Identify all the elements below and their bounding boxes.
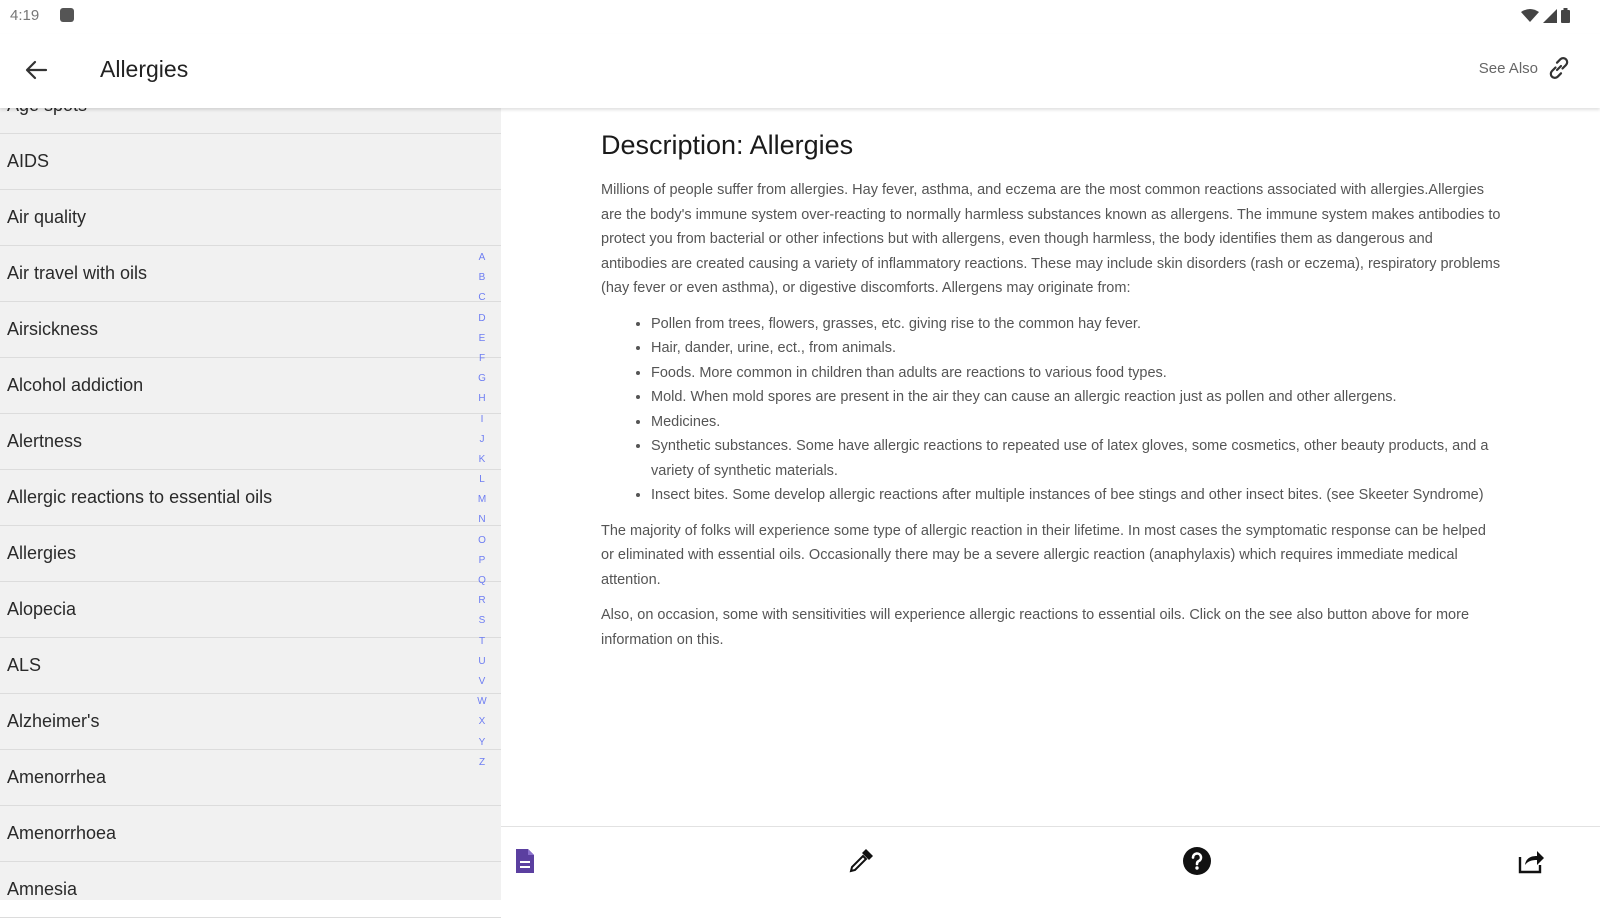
index-letter[interactable]: W [477,696,487,708]
help-icon [1182,846,1212,876]
page-title: Allergies [100,56,189,82]
index-letter[interactable]: Q [478,575,486,586]
help-button[interactable] [1179,843,1215,879]
description-title: Description: Allergies [601,130,854,160]
index-letter[interactable]: A [478,252,486,263]
battery-icon [1561,8,1570,23]
topic-item-amnesia[interactable]: Amnesia [0,862,501,918]
topic-item-alopecia[interactable]: Alopecia [0,582,501,638]
topic-list [0,78,501,918]
index-letter[interactable]: J [479,433,485,445]
document-button[interactable] [507,843,543,879]
topic-item-airsickness[interactable]: Airsickness [0,302,501,358]
see-also-button[interactable] [1479,55,1572,81]
topic-item-air-quality[interactable]: Air quality [0,190,501,246]
description-paragraph-3: Also, on occasion, some with sensitivities will experience allergic reactions to essential oils. Click on the see also button above for more information on this. [601,607,1470,648]
list-item: • Pollen from trees, flowers, grasses, etc. giving rise to the common hay fever. [651,312,1501,337]
index-letter[interactable]: L [479,474,485,486]
app-bar [0,34,1600,108]
index-letter[interactable]: V [478,675,486,687]
index-letter[interactable]: N [478,514,486,526]
topic-item-amenorrhoea[interactable]: Amenorrhoea [0,806,501,862]
index-letter[interactable]: M [477,494,487,506]
eyedropper-icon [846,846,876,876]
list-item: • Hair, dander, urine, ect., from animals. [651,336,1501,361]
index-letter[interactable]: G [478,373,486,385]
topic-item-air-travel-with-oils[interactable]: Air travel with oils [0,246,501,302]
index-letter[interactable]: Z [478,756,486,768]
index-letter[interactable]: U [478,655,486,667]
description-body [601,178,1501,663]
list-item: • Synthetic substances. Some have allergic reactions to repeated use of latex gloves, some cosmetics, other beauty products, and a variety of synthetic materials. [651,434,1501,483]
link-icon [1546,55,1572,81]
index-letter[interactable]: E [478,332,486,344]
signal-icon [1543,9,1557,23]
index-letter[interactable]: P [478,554,486,566]
status-bar [0,0,1600,34]
index-letter[interactable]: R [478,595,486,607]
topic-item-alzheimers[interactable]: Alzheimer's [0,694,501,750]
index-letter[interactable]: I [480,413,484,425]
wifi-icon [1521,9,1539,23]
topic-item-allergies[interactable]: Allergies [0,526,501,582]
description-intro: Millions of people suffer from allergies. Hay fever, asthma, and eczema are the most common reactions associated with allergies.Allergies are the body's immune system over-reacting to normally harmless substances known as allergens. The immune system makes antibodies to protect you from bacterial or other infections but with allergens, even though harmless, the body identifies them as dangerous and antibodies are created causing a variety of inflammatory reactions. These may include skin disorders (rash or eczema), respiratory problems (hay fever or even asthma), or digestive discomforts. Allergens may originate from: [601,182,1501,296]
eyedropper-button[interactable] [843,843,879,879]
list-item: • Insect bites. Some develop allergic reactions after multiple instances of bee stings and other insect bites. (see Skeeter Syndrome) [651,483,1501,508]
topic-sidebar [0,108,501,900]
index-letter[interactable]: C [478,292,486,304]
allergen-list [651,312,1501,508]
index-letter[interactable]: F [478,352,486,364]
see-also-label: See Also [1478,59,1538,77]
topic-item-alertness[interactable]: Alertness [0,414,501,470]
topic-item-amenorrhea[interactable]: Amenorrhea [0,750,501,806]
topic-item-als[interactable]: ALS [0,638,501,694]
document-icon [514,848,536,874]
back-button[interactable] [20,54,52,86]
index-letter[interactable]: K [478,453,486,465]
index-letter[interactable]: D [478,312,486,324]
index-letter[interactable]: O [478,534,486,546]
topic-item-aids[interactable]: AIDS [0,134,501,190]
index-letter[interactable]: B [478,272,486,284]
index-letter[interactable]: Y [478,736,486,748]
topic-item-allergic-reactions[interactable]: Allergic reactions to essential oils [0,470,501,526]
index-letter[interactable]: H [478,393,486,405]
share-button[interactable] [1513,843,1549,879]
alphabet-index[interactable] [474,248,490,773]
notification-icon [60,8,74,22]
list-item: • Medicines. [651,410,1501,435]
index-letter[interactable]: T [478,635,486,647]
index-letter[interactable]: X [478,716,486,728]
share-icon [1516,847,1546,875]
list-item: • Mold. When mold spores are present in the air they can cause an allergic reaction just as pollen and other allergens. [651,385,1501,410]
status-icons [1521,8,1570,23]
description-pane [501,108,1600,828]
index-letter[interactable]: S [478,615,486,627]
description-paragraph-2: The majority of folks will experience some type of allergic reaction in their lifetime. In most cases the symptomatic response can be helped or eliminated with essential oils. Occasionally there may be a severe allergic reaction (anaphylaxis) which requires immediate medical attention. [601,522,1486,588]
topic-item-alcohol-addiction[interactable]: Alcohol addiction [0,358,501,414]
status-time: 4:19 [10,7,40,24]
list-item: • Foods. More common in children than adults are reactions to various food types. [651,361,1501,386]
arrow-back-icon [25,60,47,80]
bottom-toolbar [501,826,1600,900]
